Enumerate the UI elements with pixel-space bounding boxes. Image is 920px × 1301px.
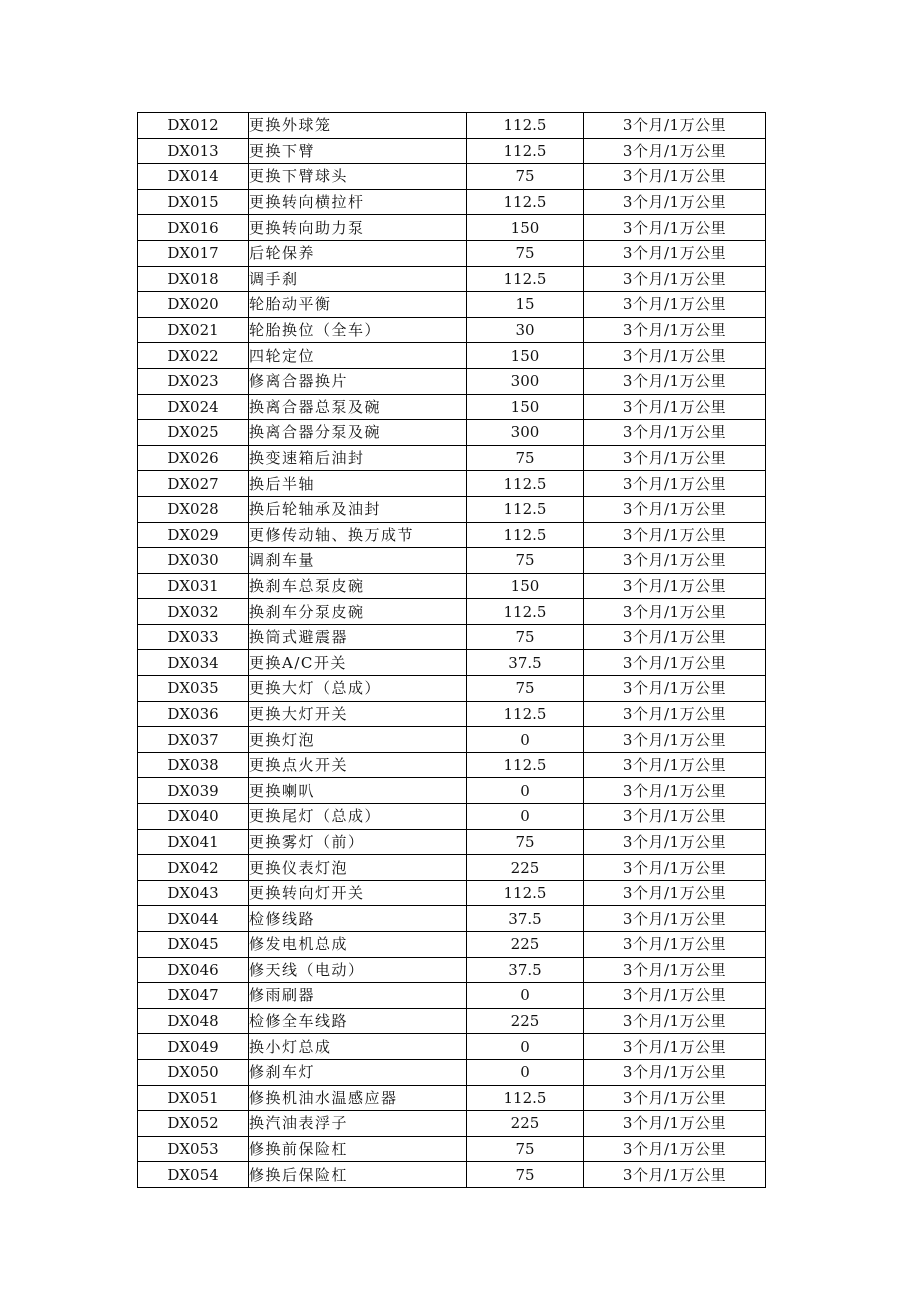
table-row — [138, 1162, 766, 1188]
service-code-cell: DX054 — [138, 1162, 249, 1188]
labor-fee-cell: 112.5 — [467, 880, 584, 906]
table-row — [138, 522, 766, 548]
labor-fee-cell: 150 — [467, 343, 584, 369]
warranty-cell: 3个月/1万公里 — [584, 420, 766, 446]
service-code-cell: DX028 — [138, 496, 249, 522]
service-item-cell: 更换尾灯（总成） — [249, 804, 467, 830]
service-code-cell: DX014 — [138, 164, 249, 190]
warranty-cell: 3个月/1万公里 — [584, 855, 766, 881]
service-price-table — [137, 112, 766, 1188]
service-code-cell: DX023 — [138, 368, 249, 394]
table-row — [138, 368, 766, 394]
warranty-cell: 3个月/1万公里 — [584, 983, 766, 1009]
warranty-cell: 3个月/1万公里 — [584, 932, 766, 958]
warranty-cell: 3个月/1万公里 — [584, 343, 766, 369]
service-code-cell: DX025 — [138, 420, 249, 446]
service-code-cell: DX046 — [138, 957, 249, 983]
service-code-cell: DX053 — [138, 1136, 249, 1162]
warranty-cell: 3个月/1万公里 — [584, 752, 766, 778]
service-code-cell: DX044 — [138, 906, 249, 932]
table-row — [138, 1059, 766, 1085]
service-code-cell: DX052 — [138, 1111, 249, 1137]
table-row — [138, 1008, 766, 1034]
labor-fee-cell: 112.5 — [467, 189, 584, 215]
table-row — [138, 906, 766, 932]
service-item-cell: 换筒式避震器 — [249, 624, 467, 650]
service-code-cell: DX047 — [138, 983, 249, 1009]
service-code-cell: DX031 — [138, 573, 249, 599]
service-code-cell: DX045 — [138, 932, 249, 958]
labor-fee-cell: 112.5 — [467, 471, 584, 497]
table-row — [138, 957, 766, 983]
service-item-cell: 调刹车量 — [249, 548, 467, 574]
labor-fee-cell: 112.5 — [467, 599, 584, 625]
labor-fee-cell: 75 — [467, 1162, 584, 1188]
warranty-cell: 3个月/1万公里 — [584, 880, 766, 906]
labor-fee-cell: 150 — [467, 215, 584, 241]
service-item-cell: 更换外球笼 — [249, 113, 467, 139]
service-code-cell: DX029 — [138, 522, 249, 548]
table-row — [138, 164, 766, 190]
warranty-cell: 3个月/1万公里 — [584, 804, 766, 830]
service-item-cell: 换汽油表浮子 — [249, 1111, 467, 1137]
labor-fee-cell: 37.5 — [467, 906, 584, 932]
warranty-cell: 3个月/1万公里 — [584, 778, 766, 804]
table-row — [138, 983, 766, 1009]
labor-fee-cell: 112.5 — [467, 496, 584, 522]
labor-fee-cell: 0 — [467, 727, 584, 753]
service-code-cell: DX034 — [138, 650, 249, 676]
table-row — [138, 932, 766, 958]
service-item-cell: 修刹车灯 — [249, 1059, 467, 1085]
service-code-cell: DX013 — [138, 138, 249, 164]
warranty-cell: 3个月/1万公里 — [584, 1111, 766, 1137]
labor-fee-cell: 112.5 — [467, 1085, 584, 1111]
service-item-cell: 修雨刷器 — [249, 983, 467, 1009]
service-code-cell: DX042 — [138, 855, 249, 881]
service-item-cell: 更换转向横拉杆 — [249, 189, 467, 215]
warranty-cell: 3个月/1万公里 — [584, 573, 766, 599]
service-code-cell: DX048 — [138, 1008, 249, 1034]
service-item-cell: 更换下臂球头 — [249, 164, 467, 190]
service-item-cell: 更换大灯开关 — [249, 701, 467, 727]
service-item-cell: 更修传动轴、换万成节 — [249, 522, 467, 548]
service-item-cell: 换后半轴 — [249, 471, 467, 497]
table-row — [138, 1136, 766, 1162]
service-item-cell: 换变速箱后油封 — [249, 445, 467, 471]
service-item-cell: 更换A/C开关 — [249, 650, 467, 676]
table-row — [138, 420, 766, 446]
table-row — [138, 266, 766, 292]
service-code-cell: DX015 — [138, 189, 249, 215]
table-row — [138, 573, 766, 599]
labor-fee-cell: 112.5 — [467, 522, 584, 548]
service-item-cell: 换离合器分泵及碗 — [249, 420, 467, 446]
warranty-cell: 3个月/1万公里 — [584, 599, 766, 625]
labor-fee-cell: 225 — [467, 932, 584, 958]
warranty-cell: 3个月/1万公里 — [584, 496, 766, 522]
service-item-cell: 四轮定位 — [249, 343, 467, 369]
labor-fee-cell: 37.5 — [467, 650, 584, 676]
service-code-cell: DX036 — [138, 701, 249, 727]
service-code-cell: DX017 — [138, 240, 249, 266]
service-item-cell: 修发电机总成 — [249, 932, 467, 958]
labor-fee-cell: 112.5 — [467, 701, 584, 727]
service-code-cell: DX032 — [138, 599, 249, 625]
table-row — [138, 215, 766, 241]
table-row — [138, 292, 766, 318]
service-item-cell: 换小灯总成 — [249, 1034, 467, 1060]
service-code-cell: DX049 — [138, 1034, 249, 1060]
service-item-cell: 换后轮轴承及油封 — [249, 496, 467, 522]
service-item-cell: 修天线（电动） — [249, 957, 467, 983]
warranty-cell: 3个月/1万公里 — [584, 906, 766, 932]
service-code-cell: DX024 — [138, 394, 249, 420]
service-item-cell: 更换转向助力泵 — [249, 215, 467, 241]
labor-fee-cell: 150 — [467, 573, 584, 599]
warranty-cell: 3个月/1万公里 — [584, 317, 766, 343]
table-row — [138, 1111, 766, 1137]
warranty-cell: 3个月/1万公里 — [584, 727, 766, 753]
labor-fee-cell: 75 — [467, 1136, 584, 1162]
warranty-cell: 3个月/1万公里 — [584, 368, 766, 394]
table-row — [138, 676, 766, 702]
service-code-cell: DX022 — [138, 343, 249, 369]
labor-fee-cell: 0 — [467, 778, 584, 804]
labor-fee-cell: 15 — [467, 292, 584, 318]
service-item-cell: 更换喇叭 — [249, 778, 467, 804]
labor-fee-cell: 112.5 — [467, 752, 584, 778]
table-row — [138, 240, 766, 266]
service-item-cell: 换离合器总泵及碗 — [249, 394, 467, 420]
warranty-cell: 3个月/1万公里 — [584, 292, 766, 318]
labor-fee-cell: 112.5 — [467, 266, 584, 292]
labor-fee-cell: 300 — [467, 368, 584, 394]
service-code-cell: DX038 — [138, 752, 249, 778]
table-row — [138, 343, 766, 369]
service-code-cell: DX016 — [138, 215, 249, 241]
service-item-cell: 轮胎动平衡 — [249, 292, 467, 318]
warranty-cell: 3个月/1万公里 — [584, 445, 766, 471]
service-code-cell: DX018 — [138, 266, 249, 292]
labor-fee-cell: 75 — [467, 624, 584, 650]
table-row — [138, 855, 766, 881]
labor-fee-cell: 0 — [467, 1034, 584, 1060]
table-row — [138, 778, 766, 804]
service-item-cell: 更换灯泡 — [249, 727, 467, 753]
warranty-cell: 3个月/1万公里 — [584, 1085, 766, 1111]
service-item-cell: 检修全车线路 — [249, 1008, 467, 1034]
service-code-cell: DX037 — [138, 727, 249, 753]
table-row — [138, 317, 766, 343]
warranty-cell: 3个月/1万公里 — [584, 113, 766, 139]
labor-fee-cell: 225 — [467, 1111, 584, 1137]
service-code-cell: DX026 — [138, 445, 249, 471]
service-code-cell: DX021 — [138, 317, 249, 343]
service-code-cell: DX027 — [138, 471, 249, 497]
warranty-cell: 3个月/1万公里 — [584, 1034, 766, 1060]
labor-fee-cell: 37.5 — [467, 957, 584, 983]
table-row — [138, 496, 766, 522]
labor-fee-cell: 75 — [467, 829, 584, 855]
labor-fee-cell: 75 — [467, 548, 584, 574]
table-row — [138, 829, 766, 855]
service-item-cell: 更换转向灯开关 — [249, 880, 467, 906]
labor-fee-cell: 225 — [467, 855, 584, 881]
table-row — [138, 804, 766, 830]
service-code-cell: DX041 — [138, 829, 249, 855]
table-row — [138, 445, 766, 471]
warranty-cell: 3个月/1万公里 — [584, 957, 766, 983]
table-row — [138, 599, 766, 625]
table-row — [138, 727, 766, 753]
table-row — [138, 752, 766, 778]
warranty-cell: 3个月/1万公里 — [584, 650, 766, 676]
labor-fee-cell: 75 — [467, 240, 584, 266]
warranty-cell: 3个月/1万公里 — [584, 1008, 766, 1034]
table-row — [138, 548, 766, 574]
service-code-cell: DX040 — [138, 804, 249, 830]
labor-fee-cell: 75 — [467, 676, 584, 702]
labor-fee-cell: 112.5 — [467, 113, 584, 139]
warranty-cell: 3个月/1万公里 — [584, 676, 766, 702]
labor-fee-cell: 112.5 — [467, 138, 584, 164]
service-code-cell: DX039 — [138, 778, 249, 804]
table-row — [138, 394, 766, 420]
service-item-cell: 更换点火开关 — [249, 752, 467, 778]
table-row — [138, 1034, 766, 1060]
table-row — [138, 624, 766, 650]
service-item-cell: 更换仪表灯泡 — [249, 855, 467, 881]
service-code-cell: DX020 — [138, 292, 249, 318]
warranty-cell: 3个月/1万公里 — [584, 1162, 766, 1188]
service-code-cell: DX035 — [138, 676, 249, 702]
labor-fee-cell: 225 — [467, 1008, 584, 1034]
warranty-cell: 3个月/1万公里 — [584, 189, 766, 215]
warranty-cell: 3个月/1万公里 — [584, 266, 766, 292]
service-item-cell: 调手刹 — [249, 266, 467, 292]
labor-fee-cell: 300 — [467, 420, 584, 446]
service-item-cell: 后轮保养 — [249, 240, 467, 266]
service-code-cell: DX012 — [138, 113, 249, 139]
warranty-cell: 3个月/1万公里 — [584, 138, 766, 164]
service-item-cell: 换刹车分泵皮碗 — [249, 599, 467, 625]
warranty-cell: 3个月/1万公里 — [584, 240, 766, 266]
service-code-cell: DX033 — [138, 624, 249, 650]
table-row — [138, 189, 766, 215]
warranty-cell: 3个月/1万公里 — [584, 1059, 766, 1085]
warranty-cell: 3个月/1万公里 — [584, 394, 766, 420]
labor-fee-cell: 0 — [467, 983, 584, 1009]
service-code-cell: DX043 — [138, 880, 249, 906]
table-row — [138, 880, 766, 906]
service-item-cell: 修换机油水温感应器 — [249, 1085, 467, 1111]
table-row — [138, 471, 766, 497]
warranty-cell: 3个月/1万公里 — [584, 471, 766, 497]
service-item-cell: 换刹车总泵皮碗 — [249, 573, 467, 599]
service-code-cell: DX050 — [138, 1059, 249, 1085]
service-item-cell: 更换下臂 — [249, 138, 467, 164]
table-row — [138, 650, 766, 676]
service-code-cell: DX051 — [138, 1085, 249, 1111]
warranty-cell: 3个月/1万公里 — [584, 624, 766, 650]
service-item-cell: 修换前保险杠 — [249, 1136, 467, 1162]
warranty-cell: 3个月/1万公里 — [584, 548, 766, 574]
service-item-cell: 更换大灯（总成） — [249, 676, 467, 702]
table-row — [138, 113, 766, 139]
labor-fee-cell: 0 — [467, 1059, 584, 1085]
table-row — [138, 1085, 766, 1111]
warranty-cell: 3个月/1万公里 — [584, 829, 766, 855]
service-item-cell: 修离合器换片 — [249, 368, 467, 394]
warranty-cell: 3个月/1万公里 — [584, 1136, 766, 1162]
labor-fee-cell: 0 — [467, 804, 584, 830]
service-item-cell: 轮胎换位（全车） — [249, 317, 467, 343]
warranty-cell: 3个月/1万公里 — [584, 164, 766, 190]
table-row — [138, 701, 766, 727]
warranty-cell: 3个月/1万公里 — [584, 215, 766, 241]
warranty-cell: 3个月/1万公里 — [584, 701, 766, 727]
service-item-cell: 修换后保险杠 — [249, 1162, 467, 1188]
table-body — [138, 113, 766, 1188]
labor-fee-cell: 75 — [467, 445, 584, 471]
table-row — [138, 138, 766, 164]
service-item-cell: 检修线路 — [249, 906, 467, 932]
labor-fee-cell: 30 — [467, 317, 584, 343]
warranty-cell: 3个月/1万公里 — [584, 522, 766, 548]
labor-fee-cell: 75 — [467, 164, 584, 190]
service-item-cell: 更换雾灯（前） — [249, 829, 467, 855]
service-code-cell: DX030 — [138, 548, 249, 574]
labor-fee-cell: 150 — [467, 394, 584, 420]
